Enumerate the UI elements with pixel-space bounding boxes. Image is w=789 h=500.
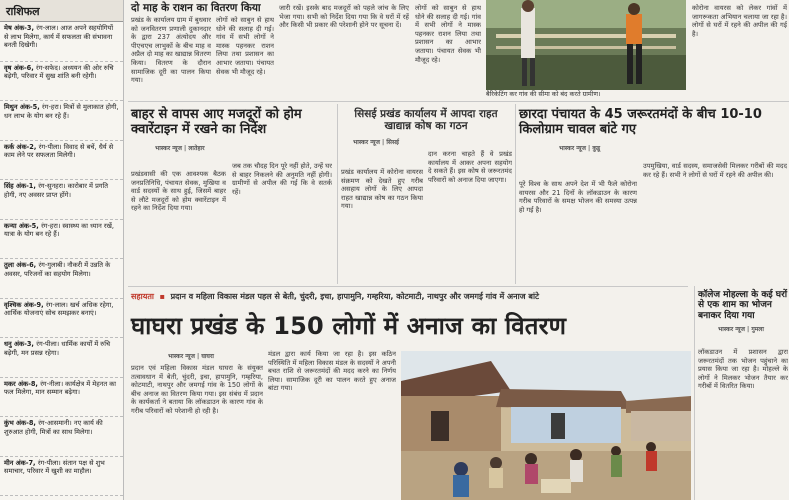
chhardha-col1: पूरे विश्व के साथ अपने देश में भी फैले कोरोना वायरस और 21 दिनों के लॉकडाउन के कारण गरीब परिवारों के समक्ष भोजन की समस्या उत्पन्न हो गई है। [519, 180, 637, 214]
chhardha-col2: उपमुखिया, वार्ड सदस्य, समाजसेवी मिलकर गरीबों की मदद कर रहे हैं। सभी ने लोगों से घरों में रहने की अपील की। [643, 162, 787, 179]
ghaghra-kicker-label: सहायता [131, 292, 154, 301]
sisai-col2: दान करना चाहते हैं वे प्रखंड कार्यालय में आकर अपना सहयोग दे सकते हैं। इस कोष से जरूरतमंद परिवारों को अनाज दिया जाएगा। [428, 150, 512, 184]
rashifal-column [0, 0, 124, 500]
chhardha-story [519, 108, 789, 155]
rashifal-text: रंग-लाल। खर्च अधिक रहेगा, आर्थिक योजनाएं सोच समझकर बनाएं। [4, 300, 114, 318]
rashifal-item [0, 457, 123, 497]
top-story-col1: प्रखंड के कार्यालय ग्राम में बुधवार को जनवितरण प्रणाली दुकानदार के द्वारा 237 अंत्योदय और पीएचएच लाभुकों के बीच माह व अप्रैल दो माह का खाद्यान्न वितरण किया। वितरण के दौरान सामाजिक दूरी का पालन किया गया। [131, 16, 211, 85]
rashifal-text: रंग-आसमानी। नए कार्य की शुरुआत होगी, मित्रों का साथ मिलेगा। [4, 419, 103, 436]
rashifal-sign: वृष अंक-6, [4, 63, 36, 72]
top-right-text: कोरोना वायरस को लेकर गांवों में जागरूकता अभियान चलाया जा रहा है। लोगों से घरों में रहने की अपील की गई है। [692, 4, 787, 38]
rashifal-item [0, 417, 123, 457]
quarantine-headline: बाहर से वापस आए मजदूरों को होम क्वारेंटाइन में रखने का निर्देश [131, 107, 302, 137]
rashifal-list [0, 22, 123, 496]
rashifal-item [0, 259, 123, 299]
barricade-photo [486, 0, 686, 90]
divider [337, 104, 338, 284]
rashifal-sign: मीन अंक-7, [4, 458, 38, 467]
grain-distribution-photo [401, 351, 691, 500]
rashifal-item [0, 180, 123, 220]
college-mohalla-story [698, 290, 789, 336]
rashifal-text: रंग-पीला। संतान पक्ष से शुभ समाचार, परिवार में खुशी का माहौल। [4, 458, 105, 476]
rashifal-sign: मेष अंक-3, [4, 24, 37, 32]
top-story-col3: जारी रखें। इसके बाद मजदूरों को पहले जांच के लिए भेजा गया। सभी को निर्देश दिया गया कि वे घरों में रहें और किसी भी प्रकार की परेशानी होने पर सूचना दें। [279, 4, 409, 30]
quarantine-col2: जब तक चौदह दिन पूरे नहीं होते, उन्हें घर से बाहर निकलने की अनुमति नहीं होगी। ग्रामीणों से अपील की गई कि वे सतर्क रहें। [232, 162, 332, 196]
top-headline: दो माह के राशन का वितरण किया [131, 2, 261, 14]
divider [128, 286, 688, 287]
ghaghra-headline: घाघरा प्रखंड के 150 लोगों में अनाज का वितरण [131, 312, 567, 340]
rashifal-text: रंग-लाल। आज अपने सहयोगियों से लाभ मिलेगा, कार्य में सफलता की संभावना बनती दिखेगी। [4, 24, 114, 50]
rashifal-item [0, 101, 123, 141]
rashifal-item [0, 338, 123, 378]
college-mohalla-col1: लॉकडाउन में प्रशासन द्वारा जरूरतमंदों तक भोजन पहुंचाने का प्रयास किया जा रहा है। मोहल्ले के लोगों ने मिलकर भोजन तैयार कर गरीबों में वितरित किया। [698, 348, 788, 391]
rashifal-sign: मिथुन अंक-5, [4, 103, 43, 111]
ghaghra-col1: प्रदान एवं महिला विकास मंडल घाघरा के संयुक्त तत्वावधान में बेती, चुंदरी, इचा, हापामुनि, गम्हरिया, कोटमाटी, नाथपुर और जमगई गांव के 150 लोगों के बीच अनाज का वितरण किया गया। इस संबंध में प्रदान के कार्यकर्ता ने बताया कि लॉकडाउन के कारण गांव के गरीब परिवारों को परेशानी हो रही है। [131, 364, 263, 415]
sisai-story [341, 108, 511, 149]
rashifal-item [0, 299, 123, 339]
rashifal-text: रंग-हरा। स्वास्थ्य का ध्यान रखें, यात्रा के योग बन रहे हैं। [4, 221, 115, 239]
barricade-photo-image [486, 0, 686, 90]
chhardha-byline: भास्कर न्यूज | कुडू [559, 144, 601, 152]
ghaghra-kicker-text: प्रदान व महिला विकास मंडल पहल से बेती, चुंदरी, इचा, हापामुनि, गम्हरिया, कोटमाटी, नाथपुर और जमगई गांव में अनाज बांटे [170, 292, 540, 301]
quarantine-byline: भास्कर न्यूज | लातेहार [155, 144, 205, 152]
divider [694, 286, 695, 500]
college-mohalla-headline: कॉलेज मोहल्ला के कई घरों से एक शाम का भोजन बनाकर दिया गया [698, 290, 788, 321]
ghaghra-col2: मंडल द्वारा कार्य किया जा रहा है। इस कठिन परिस्थिति में महिला विकास मंडल के सदस्यों ने अपनी बचत राशि से जरूरतमंदों की मदद करने का निर्णय लिया। सामाजिक दूरी का पालन करते हुए अनाज बांटा गया। [268, 350, 396, 393]
divider [128, 101, 789, 102]
divider [515, 104, 516, 284]
rashifal-sign: कर्क अंक-2, [4, 142, 39, 151]
top-story-col4: लोगों को साबुन से हाथ धोने की सलाह दी गई। गांव में सभी लोगों ने मास्क पहनकर राशन लिया तथा प्रशासन का आभार जताया। पंचायत सेवक भी मौजूद रहे। [415, 4, 481, 64]
rashifal-text: रंग-गुलाबी। नौकरी में उन्नति के अवसर, परिजनों का सहयोग मिलेगा। [4, 261, 111, 278]
rashifal-sign: मकर अंक-8, [4, 379, 41, 388]
rashifal-sign: सिंह अंक-1, [4, 182, 39, 190]
quarantine-col1: प्रखंडवासी की एक आवश्यक बैठक जनप्रतिनिधि, पंचायत सेवक, मुखिया व वार्ड सदस्यों के साथ हुई, जिसमें बाहर से लौटे मजदूरों को होम क्वारेंटाइन में रहने का निर्देश दिया गया। [131, 170, 226, 213]
rashifal-sign: कन्या अंक-5, [4, 221, 42, 230]
ghaghra-story [131, 313, 691, 341]
rashifal-sign: तुला अंक-6, [4, 261, 39, 269]
chhardha-headline: छारदा पंचायत के 45 जरूरतमंदों के बीच 10-10 किलोग्राम चावल बांटे गए [519, 107, 762, 137]
rashifal-item [0, 22, 123, 62]
rashifal-sign: कुंभ अंक-8, [4, 419, 39, 427]
ghaghra-kicker: सहायता ▪ प्रदान व महिला विकास मंडल पहल से बेती, चुंदरी, इचा, हापामुनि, गम्हरिया, कोटमाटी, नाथपुर और जमगई गांव में अनाज बांटे [131, 292, 540, 301]
quarantine-story [131, 108, 336, 155]
grain-distribution-image [401, 351, 691, 500]
photo-caption: बैरिकेटिंग कर गांव की सीमा को बंद करते ग्रामीण। [486, 90, 601, 98]
rashifal-item [0, 378, 123, 418]
rashifal-title: राशिफल [0, 0, 123, 22]
sisai-headline: सिसई प्रखंड कार्यालय में आपदा राहत खाद्यान्न कोष का गठन [354, 108, 498, 133]
ghaghra-byline: भास्कर न्यूज | घाघरा [168, 353, 214, 360]
sisai-col1: प्रखंड कार्यालय में कोरोना वायरस संक्रमण को देखते हुए गरीब असहाय लोगों के लिए आपदा राहत खाद्यान्न कोष का गठन किया गया। [341, 168, 423, 211]
college-mohalla-byline: भास्कर न्यूज | गुमला [718, 326, 764, 334]
sisai-byline: भास्कर न्यूज | सिसई [353, 139, 399, 147]
rashifal-text: रंग-पीला। धार्मिक कार्यों में रुचि बढ़ेगी, मन प्रसन्न रहेगा। [4, 340, 111, 357]
rashifal-sign: वृश्चिक अंक-9, [4, 300, 46, 309]
top-story-col2: लोगों को साबुन से हाथ धोने की सलाह दी गई। गांव में सभी लोगों ने मास्क पहनकर राशन लिया तथा प्रशासन का आभार जताया। पंचायत सेवक भी मौजूद रहे। [216, 16, 274, 76]
rashifal-item [0, 62, 123, 102]
rashifal-text: रंग-नीला। कार्यक्षेत्र में मेहनत का फल मिलेगा, मान सम्मान बढ़ेगा। [4, 379, 116, 397]
rashifal-sign: धनु अंक-3, [4, 340, 37, 348]
rashifal-text: रंग-सफेद। अध्ययन की ओर रुचि बढ़ेगी, परिवार में सुख शांति बनी रहेगी। [4, 63, 114, 81]
rashifal-text: रंग-पीला। विवाद से बचें, धैर्य से काम लेने पर सफलता मिलेगी। [4, 142, 114, 160]
rashifal-text: रंग-सुनहरा। कारोबार में प्रगति होगी, नए अवसर प्राप्त होंगे। [4, 182, 109, 199]
rashifal-item [0, 220, 123, 260]
rashifal-text: रंग-हरा। मित्रों से मुलाकात होगी, धन लाभ के योग बन रहे हैं। [4, 103, 119, 120]
rashifal-item [0, 141, 123, 181]
